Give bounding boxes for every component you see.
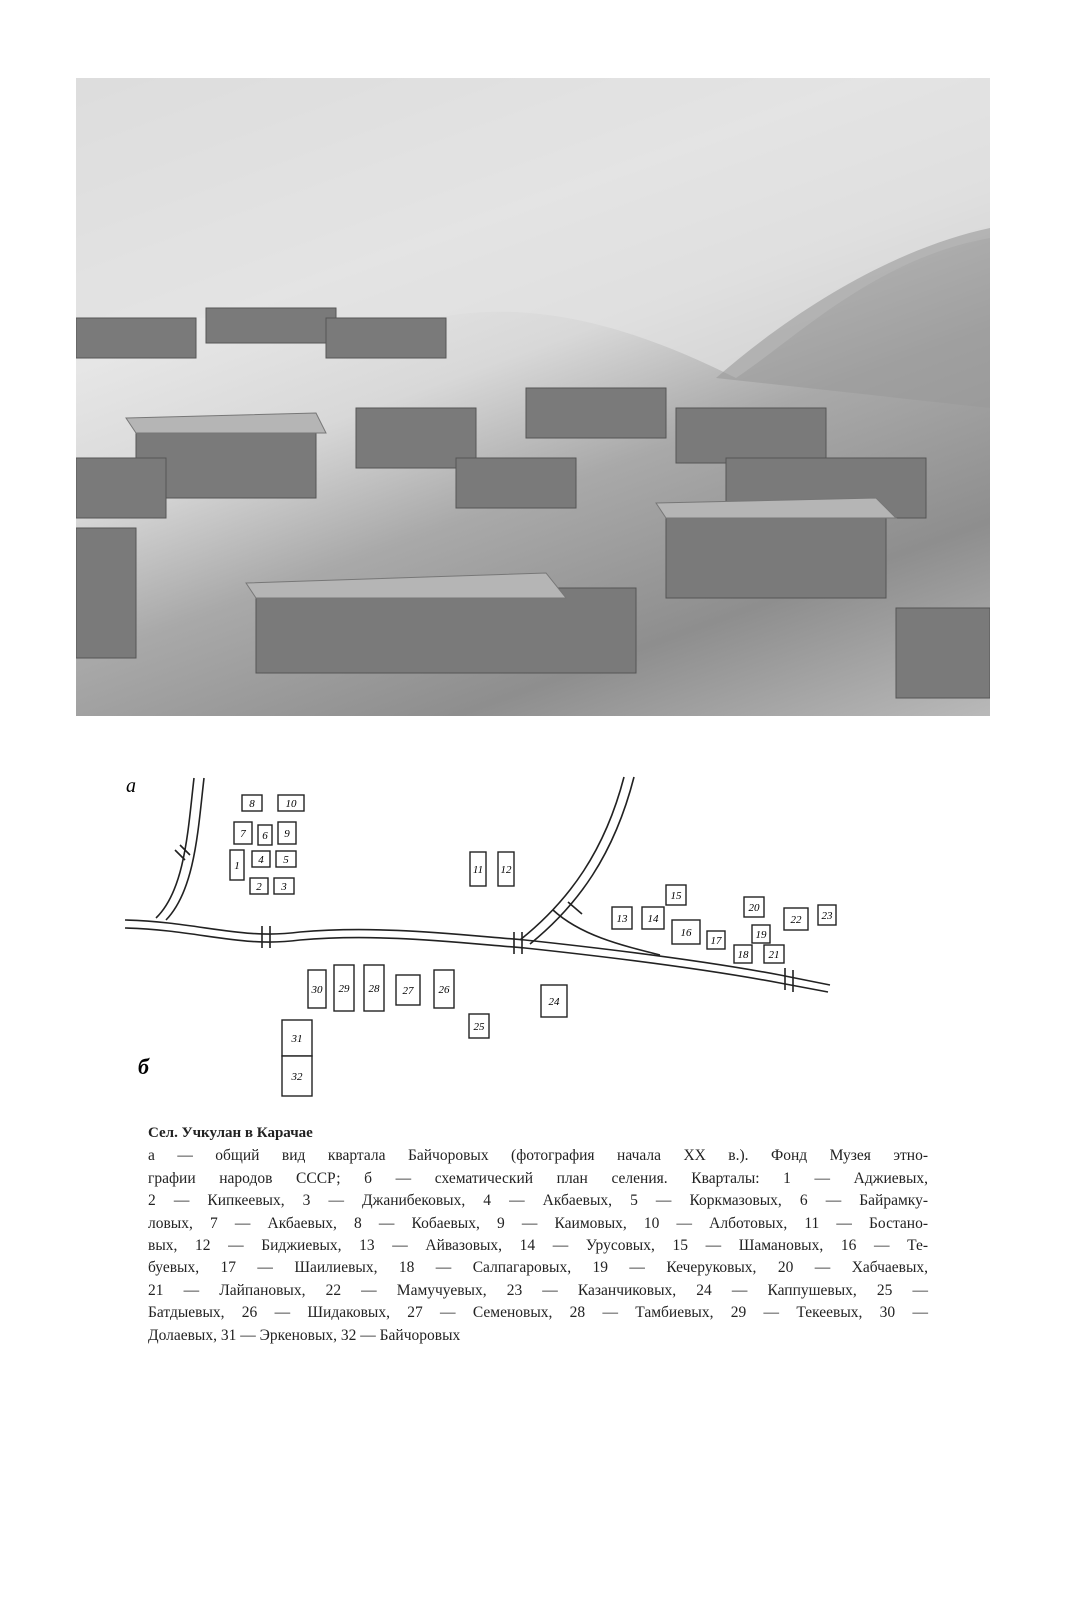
quarter-number: 14: [647, 913, 659, 925]
quarter-number: 27: [402, 985, 414, 997]
quarter-number: 20: [748, 902, 760, 914]
quarter-number: 19: [755, 929, 767, 941]
quarter-number: 13: [616, 913, 628, 925]
quarter-number: 4: [258, 854, 264, 866]
quarter-number: 17: [710, 935, 722, 947]
quarter-boxes: [230, 795, 836, 1096]
plan-label-a: a: [126, 775, 136, 797]
quarter-number: 6: [262, 830, 268, 842]
caption-title: Сел. Учкулан в Карачае: [148, 1125, 313, 1141]
quarter-number: 32: [291, 1071, 303, 1083]
quarter-number: 24: [548, 996, 560, 1008]
caption-line: Батдыевых, 26 — Шидаковых, 27 — Семеновых, 28 — Тамбиевых, 29 — Текеевых, 30 —: [148, 1304, 928, 1322]
quarter-number: 8: [249, 798, 255, 810]
caption-line: ловых, 7 — Акбаевых, 8 — Кобаевых, 9 — Каимовых, 10 — Алботовых, 11 — Бостано-: [148, 1214, 928, 1232]
caption-line: 21 — Лайпановых, 22 — Мамучуевых, 23 — Казанчиковых, 24 — Каппушевых, 25 —: [148, 1281, 928, 1299]
village-schematic-plan: [0, 760, 1084, 1120]
quarter-number: 11: [472, 864, 484, 876]
photo-illustration: [76, 78, 990, 716]
quarter-number: 10: [285, 798, 297, 810]
village-photograph: [76, 78, 990, 716]
quarter-number: 16: [680, 927, 692, 939]
quarter-number: 7: [240, 828, 246, 840]
quarter-number: 23: [821, 910, 833, 922]
figure-caption: [148, 1122, 928, 1347]
quarter-number: 9: [284, 828, 290, 840]
quarter-number: 31: [291, 1033, 303, 1045]
quarter-number: 5: [283, 854, 289, 866]
quarter-number: 21: [768, 949, 780, 961]
plan-label-b: б: [138, 1054, 149, 1079]
quarter-number: 2: [256, 881, 262, 893]
quarter-number: 26: [438, 984, 450, 996]
quarter-number: 22: [790, 914, 802, 926]
quarter-number: 29: [338, 983, 350, 995]
quarter-number: 30: [311, 984, 323, 996]
caption-line: Долаевых, 31 — Эркеновых, 32 — Байчоровых: [148, 1326, 461, 1344]
quarter-number: 28: [368, 983, 380, 995]
quarter-number: 25: [473, 1021, 485, 1033]
caption-line: графии народов СССР; б — схематический план селения. Кварталы: 1 — Аджиевых,: [148, 1169, 928, 1187]
quarter-number: 15: [670, 890, 682, 902]
quarter-number: 18: [737, 949, 749, 961]
quarter-number: 3: [281, 881, 287, 893]
caption-line: а — общий вид квартала Байчоровых (фотография начала XX в.). Фонд Музея этно-: [148, 1147, 928, 1165]
caption-line: буевых, 17 — Шаилиевых, 18 — Салпагаровых, 19 — Кечеруковых, 20 — Хабчаевых,: [148, 1259, 928, 1277]
caption-line: 2 — Кипкеевых, 3 — Джанибековых, 4 — Акбаевых, 5 — Коркмазовых, 6 — Байрамку-: [148, 1192, 928, 1210]
plan-drawing: [0, 760, 1084, 1120]
quarter-number: 1: [234, 860, 240, 872]
caption-line: вых, 12 — Биджиевых, 13 — Айвазовых, 14 — Урусовых, 15 — Шамановых, 16 — Те-: [148, 1237, 928, 1255]
quarter-number: 12: [500, 864, 512, 876]
